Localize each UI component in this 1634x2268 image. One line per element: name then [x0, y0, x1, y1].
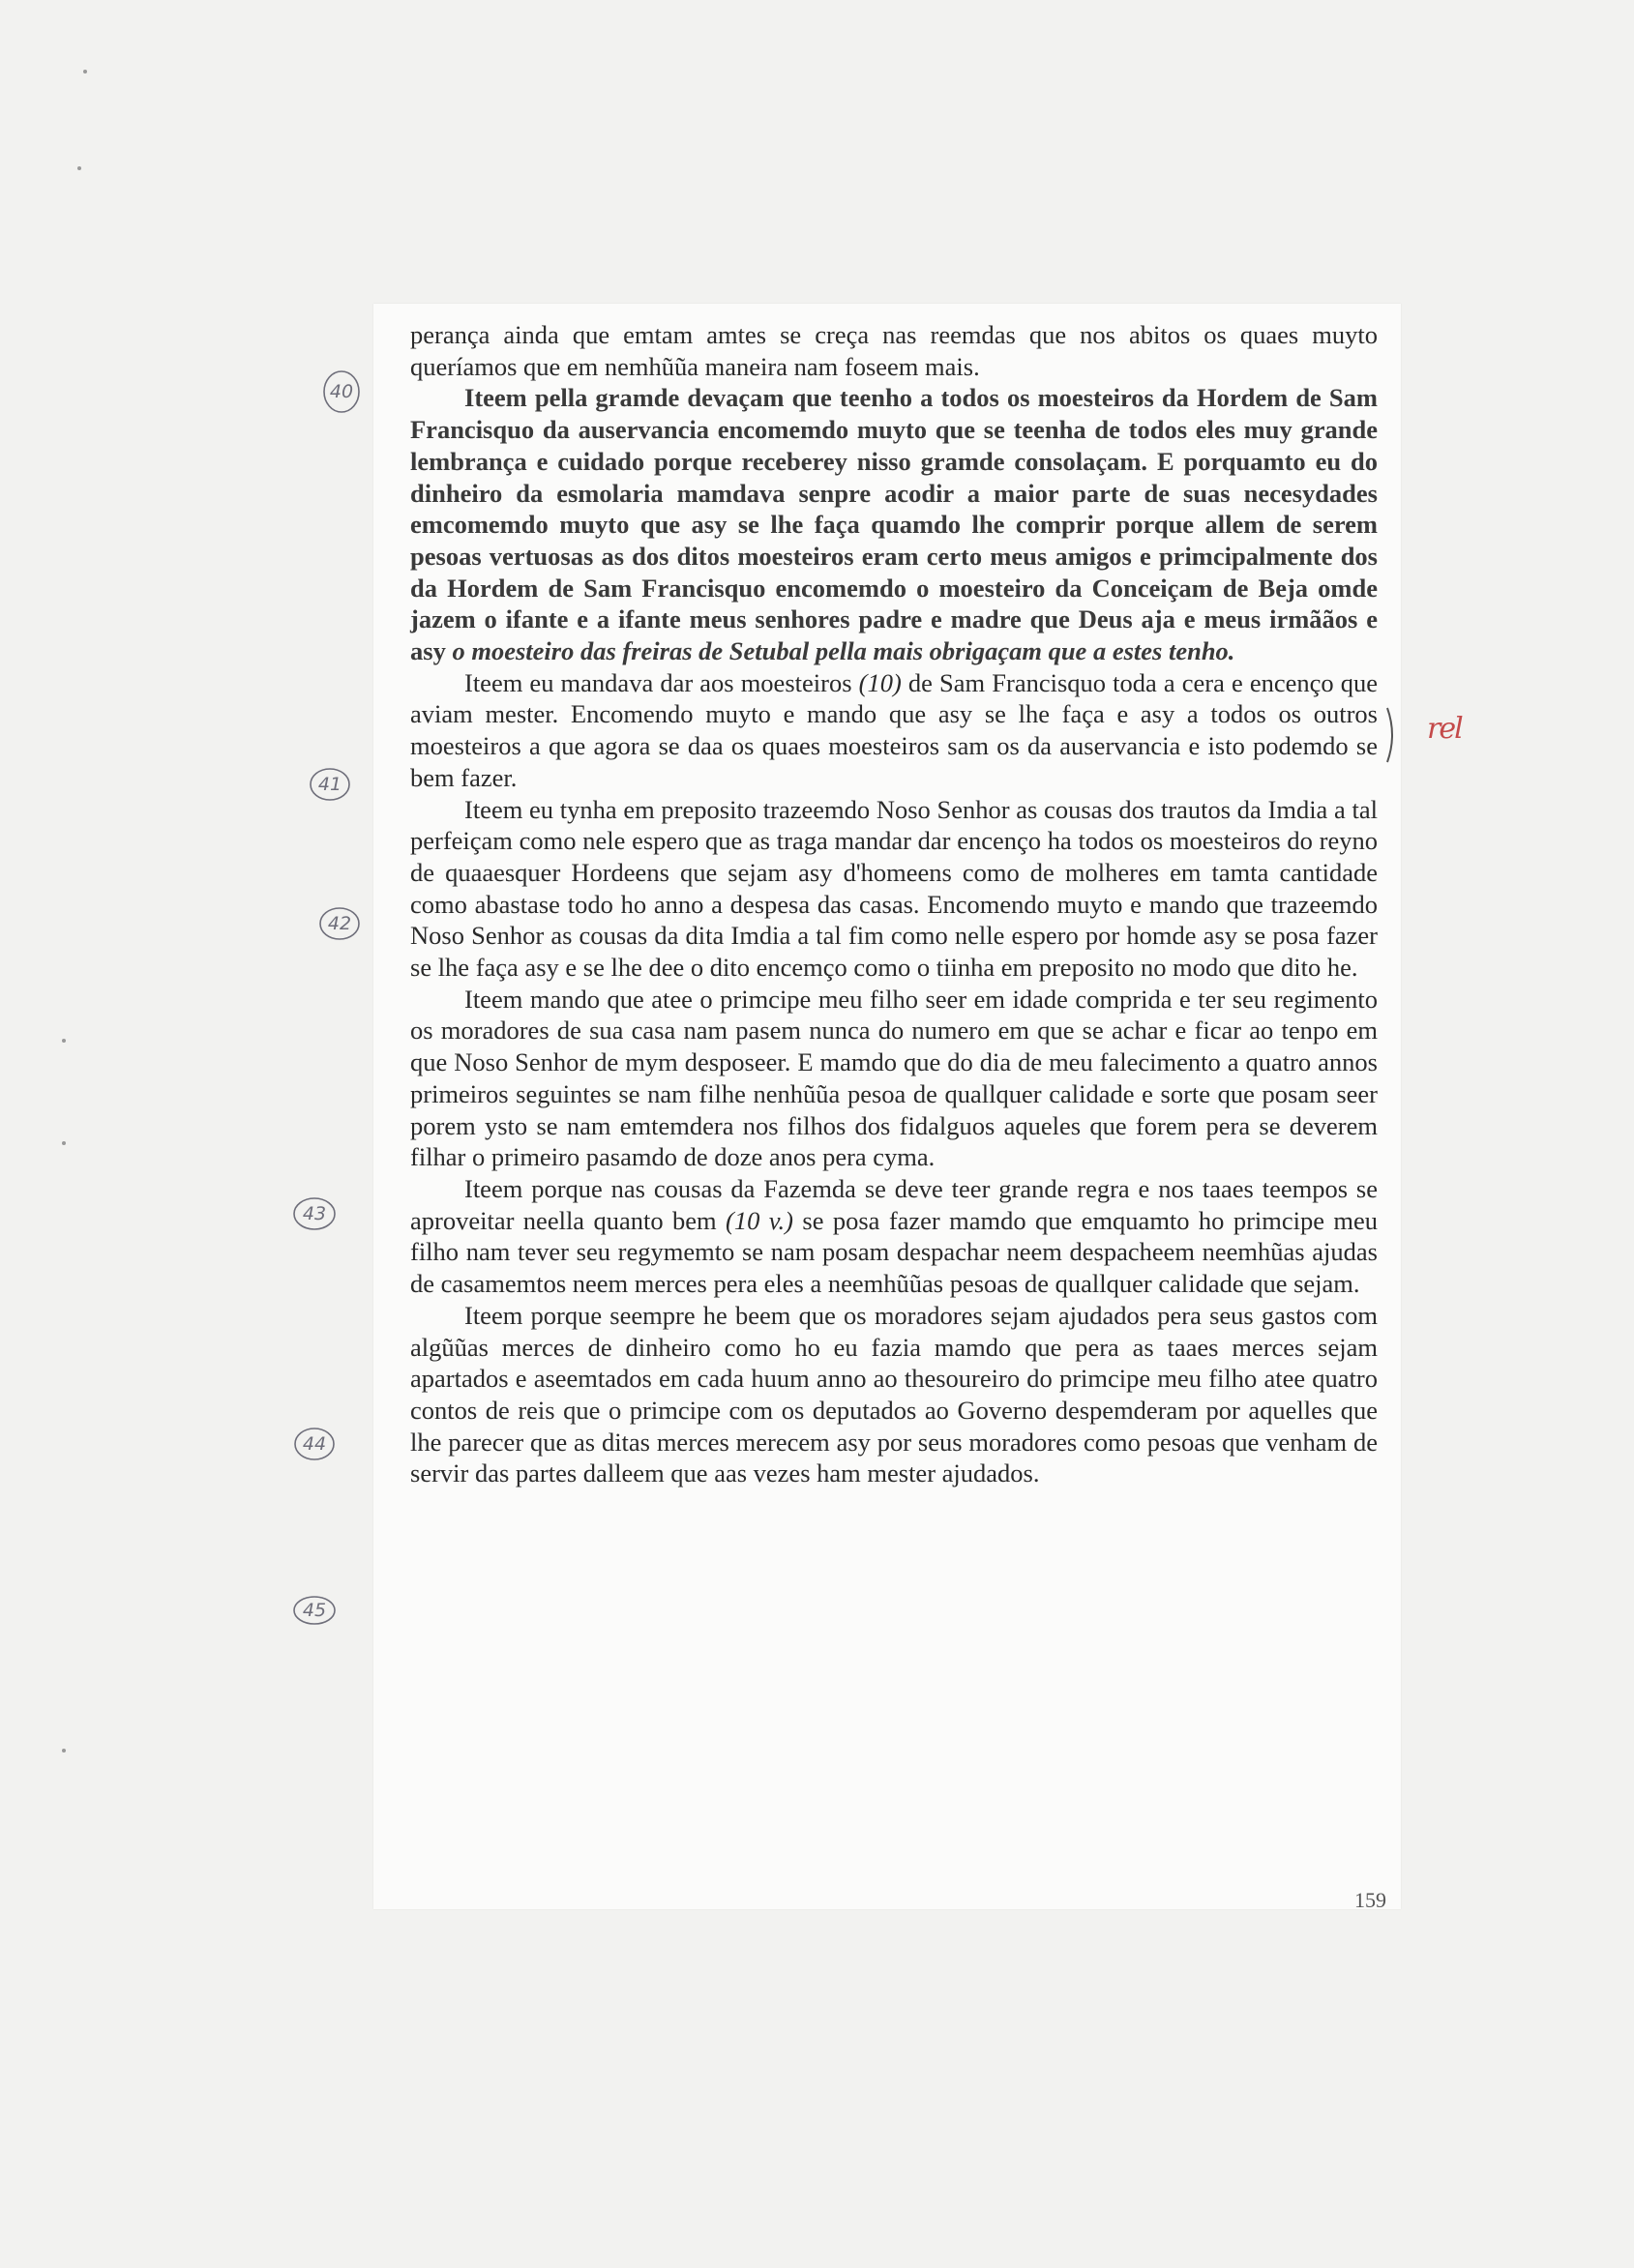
paragraph-3-folio-ref: (10)	[858, 667, 902, 697]
margin-number-41: 41	[308, 762, 352, 807]
page-number: 159	[1354, 1888, 1386, 1912]
scan-speck	[77, 166, 81, 170]
paragraph-3-text-after: de Sam Francisquo toda a cera e encenço que aviam mester. Encomendo muyto e mando que asy se lhe faça e asy a todos os outros moesteiros a que agora se daa os quaes moesteiros sam os da auservancia e isto podemdo se bem fazer.	[410, 667, 1379, 792]
scan-speck	[62, 1039, 66, 1043]
margin-number-43: 43	[292, 1192, 337, 1236]
paragraph-6	[410, 1173, 1378, 1300]
margin-number-44: 44	[292, 1422, 337, 1466]
paragraph-1: perança ainda que emtam amtes se creça nas reemdas que nos abitos os quaes muyto queríamos que em nemhũũa maneira nam foseem mais.	[410, 320, 1378, 381]
paragraph-3-text-before: Iteem eu mandava dar aos moesteiros	[464, 667, 852, 697]
document-body	[410, 319, 1378, 1489]
paragraph-2-italic-text: o moesteiro das freiras de Setubal pella mais obrigaçam que a estes tenho.	[452, 636, 1235, 666]
paragraph-6-text-before: Iteem porque nas cousas da Fazemda se deve teer grande regra e nos taaes teempos se aproveitar neella quanto bem	[410, 1173, 1378, 1235]
margin-number-42: 42	[317, 901, 362, 946]
scan-speck	[83, 70, 87, 74]
scan-speck	[62, 1749, 66, 1753]
paragraph-2	[410, 382, 1378, 666]
paragraph-6-text-after: se posa fazer mamdo que emquamto ho primcipe meu filho nam tever seu regymemto se nam posam despachar neem despacheem neemhũas ajudas de casamemtos neem merces pera eles a neemhũũas pesoas de quallquer calidade que sejam.	[410, 1205, 1379, 1299]
red-annotation: rel	[1427, 712, 1462, 746]
margin-number-45: 45	[292, 1588, 337, 1633]
paragraph-2-text: Iteem pella gramde devaçam que teenho a todos os moesteiros da Hordem de Sam Francisquo da auservancia encomemdo muyto que se teenha de todos eles muy grande lembrança e cuidado porque receberey nisso gramde consolaçam. E porquamto eu do dinheiro da esmolaria mamdava senpre acodir a maior parte de suas necesydades emcomemdo muyto que asy se lhe faça quamdo lhe comprir porque allem de serem pesoas vertuosas as dos ditos moesteiros eram certo meus amigos e primcipalmente dos da Hordem de Sam Francisquo encomemdo o moesteiro da Conceiçam de Beja omde jazem o ifante e a ifante meus senhores padre e madre que Deus aja e meus irmããos e asy	[410, 383, 1378, 666]
paragraph-5: Iteem mando que atee o primcipe meu filho seer em idade comprida e ter seu regimento os moradores de sua casa nam pasem nunca do numero em que se achar e ficar ao tenpo em que Noso Senhor de mym desposeer. E mamdo que do dia de meu falecimento a quatro annos primeiros seguintes se nam filhe nenhũũa pesoa de quallquer calidade e sorte que posam seer porem ysto se nam emtemdera nos filhos dos fidalguos aqueles que forem pera se deverem filhar o primeiro pasamdo de doze anos pera cyma.	[410, 984, 1378, 1172]
closing-bracket-mark	[1383, 706, 1403, 764]
paragraph-7: Iteem porque seempre he beem que os moradores sejam ajudados pera seus gastos com algũũas merces de dinheiro como ho eu fazia mamdo que pera as taaes merces sejam apartados e aseemtados em cada huum anno ao thesoureiro do primcipe meu filho atee quatro contos de reis que o primcipe com os deputados ao Governo despemderam por aquelles que lhe parecer que as ditas merces merecem asy por seus moradores como pesoas que venham de servir das partes dalleem que aas vezes ham mester ajudados.	[410, 1300, 1378, 1488]
scan-speck	[62, 1141, 66, 1145]
paragraph-3	[410, 667, 1378, 794]
paragraph-4: Iteem eu tynha em preposito trazeemdo Noso Senhor as cousas dos trautos da Imdia a tal perfeiçam como nele espero que as traga mandar dar encenço ha todos os moesteiros do reyno de quaaesquer Hordeens que sejam asy d'homeens como de molheres em tamta cantidade como abastase todo ho anno a despesa das casas. Encomendo muyto e mando que trazeemdo Noso Senhor as cousas da dita Imdia a tal fim como nelle espero por homde asy se posa fazer se lhe faça asy e se lhe dee o dito encemço como o tiinha em preposito no modo que dito he.	[410, 794, 1378, 983]
paragraph-6-folio-ref: (10 v.)	[726, 1205, 793, 1235]
margin-number-40: 40	[319, 369, 364, 414]
